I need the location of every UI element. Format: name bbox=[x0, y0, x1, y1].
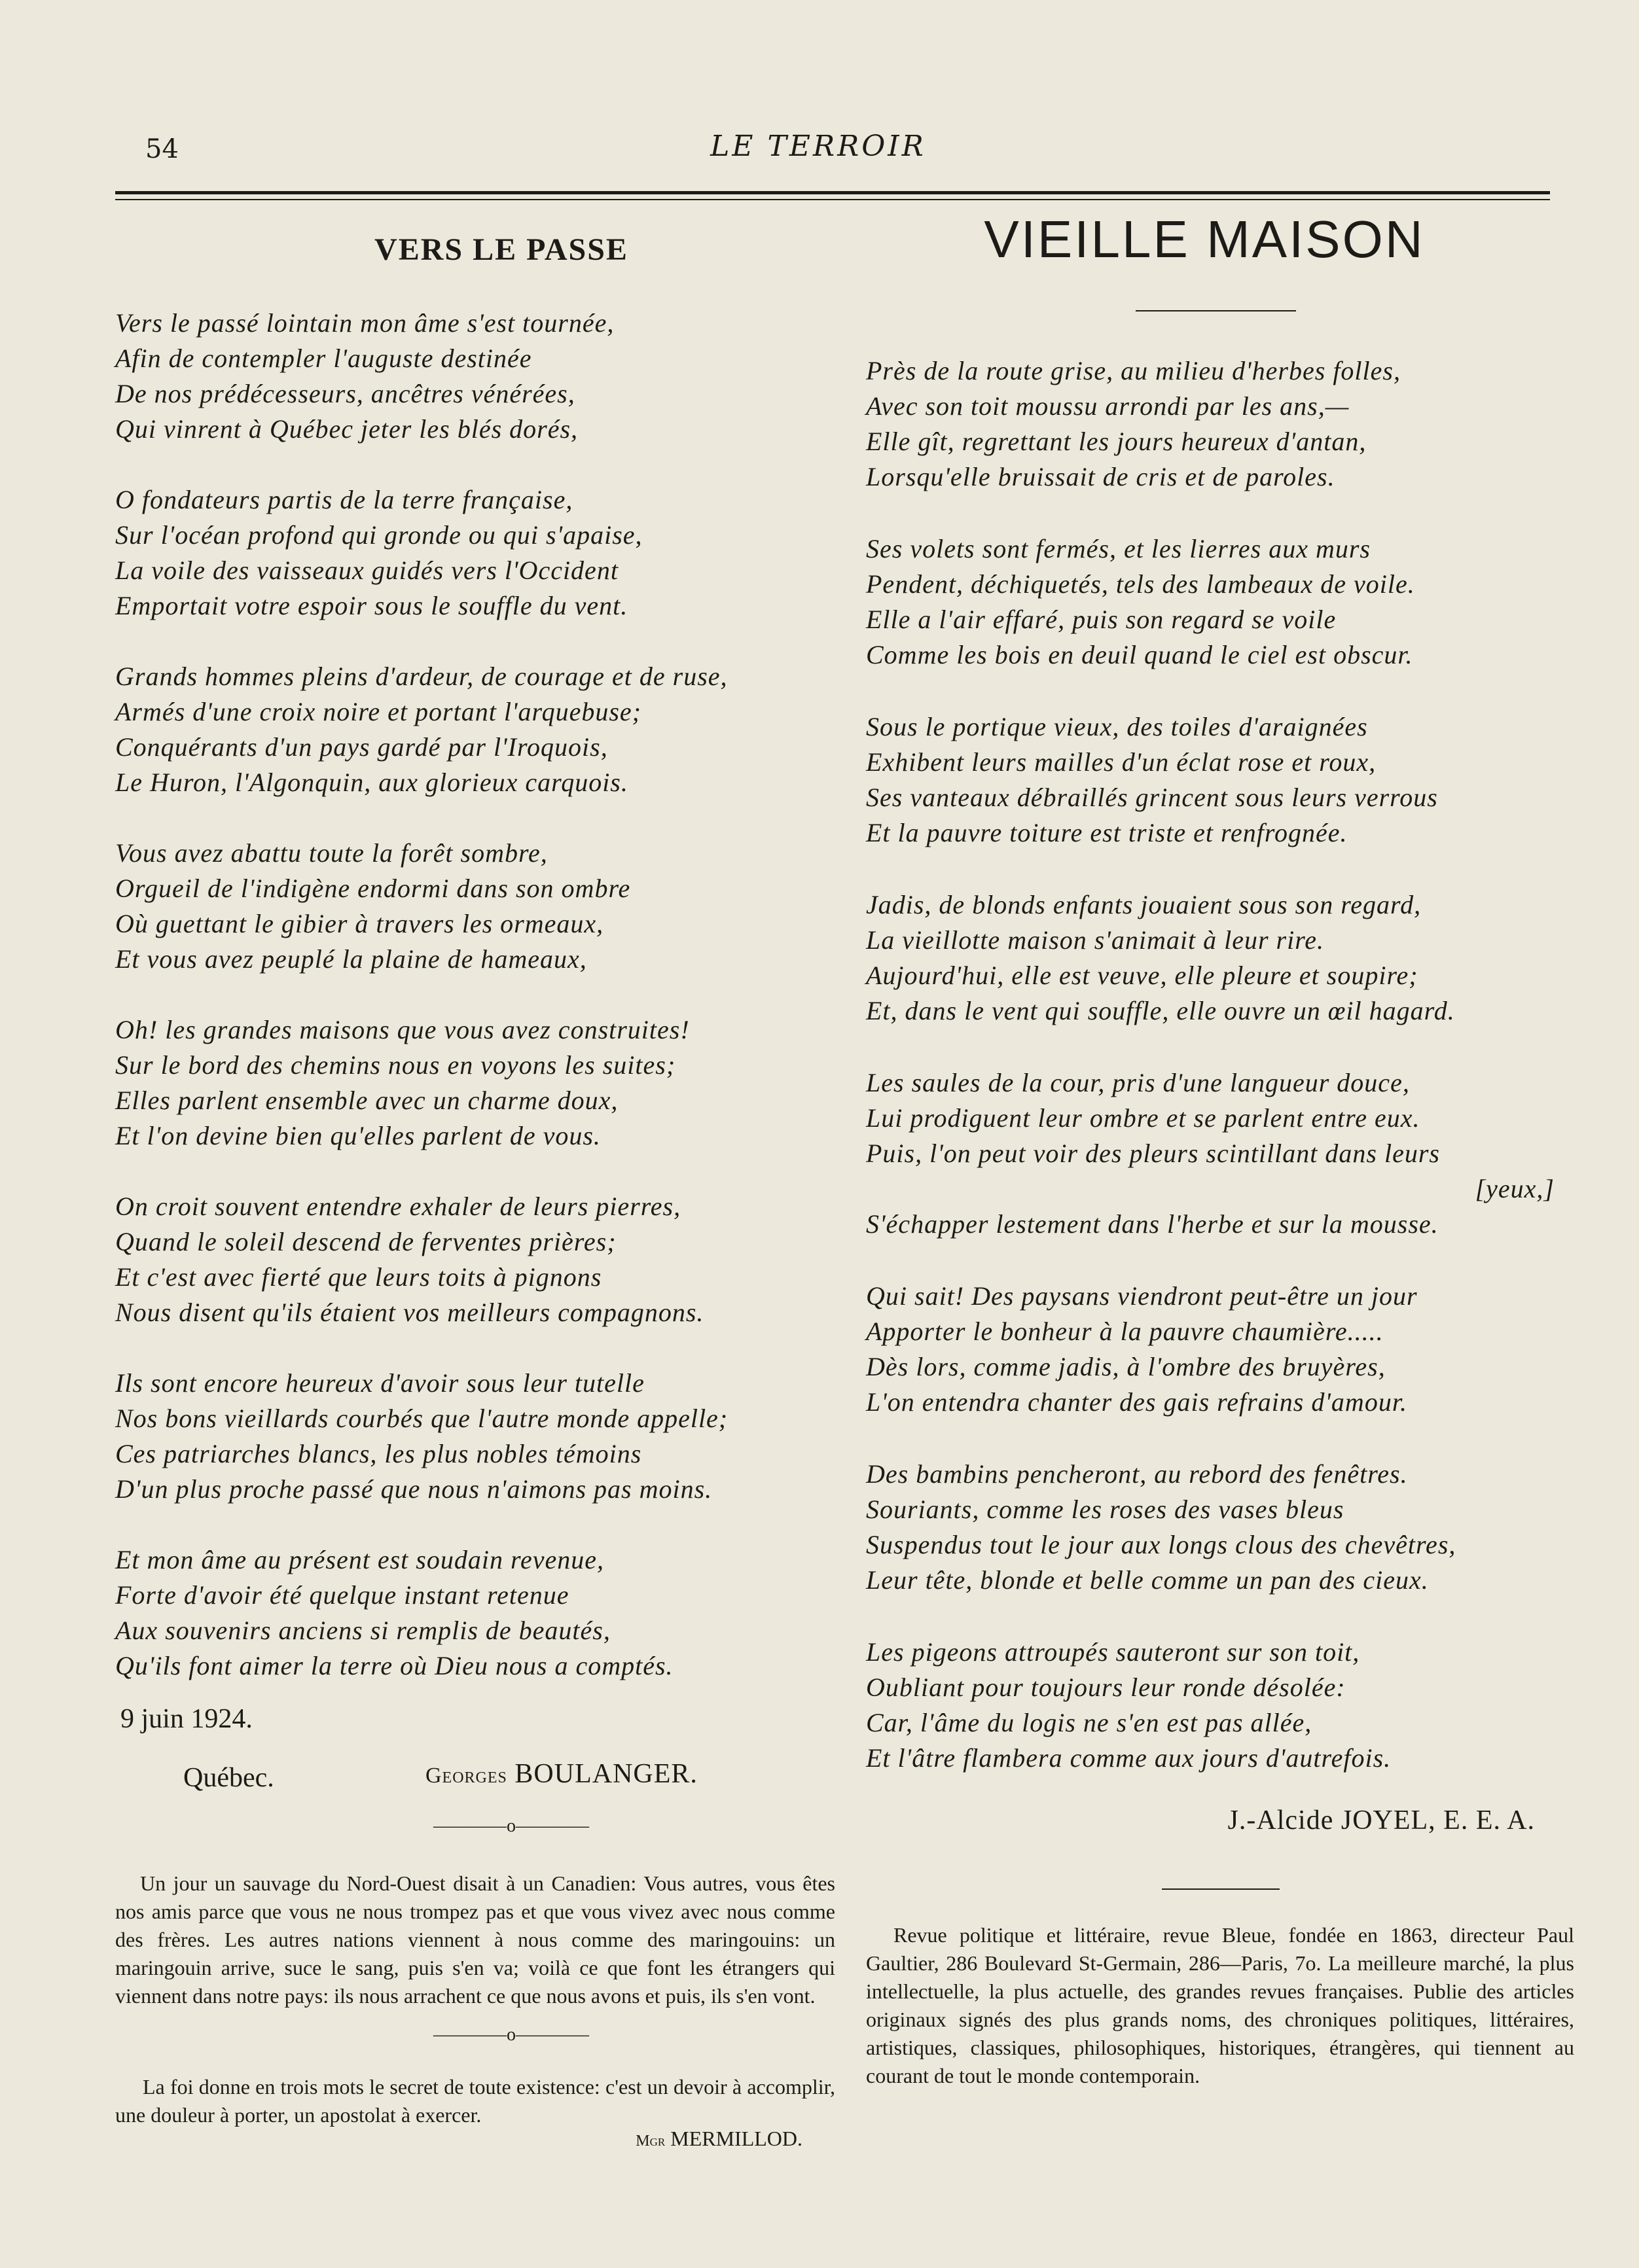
advertisement-paragraph: Revue politique et littéraire, revue Bleue, fondée en 1863, directeur Paul Gaultier, 286 Boulevard St-Germain, 286—Paris, 7o. La meilleure marché, la plus intellectuelle, la plus actuelle, des grandes revues françaises. Publie des articles originaux signés des plus grands noms, des chroniques politiques, littéraires, artistiques, classiques, philosophiques, historiques, étrangères, qui tiennent au courant de tout le monde contemporain. bbox=[866, 1923, 1574, 2087]
stanza bbox=[866, 1635, 1574, 1776]
verse-line: Ces patriarches blancs, les plus nobles témoins bbox=[115, 1439, 642, 1468]
verse-line: Avec son toit moussu arrondi par les ans,— bbox=[866, 391, 1350, 421]
right-column bbox=[854, 209, 1574, 2090]
verse-line: Sur le bord des chemins nous en voyons les suites; bbox=[115, 1050, 676, 1080]
stanza bbox=[115, 1542, 835, 1684]
verse-line: Comme les bois en deuil quand le ciel est obscur. bbox=[866, 640, 1413, 669]
stanza bbox=[115, 1366, 835, 1507]
verse-line: Dès lors, comme jadis, à l'ombre des bruyères, bbox=[866, 1352, 1386, 1381]
verse-line: Forte d'avoir été quelque instant retenue bbox=[115, 1580, 569, 1610]
quote-attribution bbox=[115, 2127, 835, 2151]
title-rule bbox=[1136, 310, 1296, 311]
verse-line: La vieillotte maison s'animait à leur rire. bbox=[866, 925, 1325, 955]
verse-line: Emportait votre espoir sous le souffle du vent. bbox=[115, 591, 628, 620]
poem-title: VERS LE PASSE bbox=[374, 232, 628, 267]
stanza bbox=[115, 836, 835, 977]
stanza bbox=[115, 482, 835, 624]
verse-line: Elle gît, regrettant les jours heureux d'antan, bbox=[866, 427, 1367, 456]
poem-signature bbox=[115, 1759, 835, 1801]
stanza bbox=[866, 1457, 1574, 1598]
verse-line: Aujourd'hui, elle est veuve, elle pleure et soupire; bbox=[866, 961, 1418, 990]
poem-signature: J.-Alcide JOYEL, E. E. A. bbox=[1227, 1805, 1535, 1835]
attribution-name: MERMILLOD. bbox=[670, 2127, 802, 2150]
verse-line: Suspendus tout le jour aux longs clous des chevêtres, bbox=[866, 1530, 1456, 1559]
stanza bbox=[866, 1279, 1574, 1420]
verse-line: Et l'on devine bien qu'elles parlent de vous. bbox=[115, 1121, 601, 1150]
quote-paragraph: La foi donne en trois mots le secret de toute existence: c'est un devoir à accomplir, une douleur à porter, un apostolat à exercer. bbox=[115, 2075, 835, 2127]
verse-line: D'un plus proche passé que nous n'aimons pas moins. bbox=[115, 1474, 713, 1504]
verse-line: Et l'âtre flambera comme aux jours d'autrefois. bbox=[866, 1743, 1392, 1773]
stanza bbox=[115, 1012, 835, 1154]
verse-line: Qui vinrent à Québec jeter les blés dorés, bbox=[115, 414, 579, 444]
verse-line: Conquérants d'un pays gardé par l'Iroquois, bbox=[115, 732, 608, 762]
verse-line: Car, l'âme du logis ne s'en est pas allée, bbox=[866, 1708, 1312, 1737]
stanza bbox=[115, 1189, 835, 1330]
verse-line: Elles parlent ensemble avec un charme doux, bbox=[115, 1086, 619, 1115]
verse-line: Et mon âme au présent est soudain revenue, bbox=[115, 1545, 605, 1574]
verse-line: Le Huron, l'Algonquin, aux glorieux carquois. bbox=[115, 768, 628, 797]
verse-line: Oubliant pour toujours leur ronde désolée: bbox=[866, 1673, 1346, 1702]
verse-line: Nos bons vieillards courbés que l'autre monde appelle; bbox=[115, 1404, 729, 1433]
stanza bbox=[115, 659, 835, 800]
verse-line: Puis, l'on peut voir des pleurs scintillant dans leurs bbox=[866, 1139, 1440, 1168]
stanza bbox=[115, 306, 835, 447]
verse-line: Vers le passé lointain mon âme s'est tournée, bbox=[115, 308, 615, 338]
stanza bbox=[866, 1065, 1574, 1242]
running-title: LE TERROIR bbox=[710, 130, 926, 163]
verse-line: O fondateurs partis de la terre française, bbox=[115, 485, 573, 514]
verse-line: De nos prédécesseurs, ancêtres vénérées, bbox=[115, 379, 575, 408]
verse-line: Et la pauvre toiture est triste et renfrognée. bbox=[866, 818, 1348, 847]
verse-line: Les pigeons attroupés sauteront sur son toit, bbox=[866, 1637, 1360, 1667]
stanza bbox=[866, 531, 1574, 673]
verse-line: On croit souvent entendre exhaler de leurs pierres, bbox=[115, 1192, 681, 1221]
verse-line: Lui prodiguent leur ombre et se parlent entre eux. bbox=[866, 1103, 1420, 1133]
verse-line-turnover: [yeux,] bbox=[1475, 1174, 1555, 1203]
section-divider: ————o———— bbox=[433, 1816, 589, 1836]
verse-line: Sous le portique vieux, des toiles d'araignées bbox=[866, 712, 1368, 741]
verse-line: Armés d'une croix noire et portant l'arquebuse; bbox=[115, 697, 641, 726]
verse-line: Afin de contempler l'auguste destinée bbox=[115, 344, 532, 373]
verse-line: Grands hommes pleins d'ardeur, de courage et de ruse, bbox=[115, 662, 728, 691]
poem-title: VIEILLE MAISON bbox=[984, 210, 1425, 268]
verse-line: Pendent, déchiquetés, tels des lambeaux de voile. bbox=[866, 569, 1415, 599]
advertisement-rule bbox=[1162, 1888, 1280, 1890]
left-column bbox=[115, 209, 835, 2151]
author-first-name: Georges bbox=[425, 1763, 507, 1788]
verse-line: La voile des vaisseaux guidés vers l'Occident bbox=[115, 556, 619, 585]
verse-line: Lorsqu'elle bruissait de cris et de paroles. bbox=[866, 462, 1335, 491]
verse-line: Exhibent leurs mailles d'un éclat rose et roux, bbox=[866, 747, 1377, 777]
poem-date: 9 juin 1924. bbox=[120, 1704, 253, 1734]
verse-line: Vous avez abattu toute la forêt sombre, bbox=[115, 838, 548, 868]
verse-line: Et vous avez peuplé la plaine de hameaux, bbox=[115, 944, 587, 974]
verse-line: Qu'ils font aimer la terre où Dieu nous a comptés. bbox=[115, 1651, 674, 1680]
poem-body bbox=[854, 353, 1574, 1776]
verse-line: Jadis, de blonds enfants jouaient sous son regard, bbox=[866, 890, 1422, 919]
section-divider: ————o———— bbox=[433, 2025, 589, 2045]
verse-line: Souriants, comme les roses des vases bleus bbox=[866, 1495, 1344, 1524]
verse-line: Orgueil de l'indigène endormi dans son ombre bbox=[115, 874, 631, 903]
verse-line: Sur l'océan profond qui gronde ou qui s'apaise, bbox=[115, 520, 643, 550]
author-last-name: BOULANGER. bbox=[514, 1759, 698, 1789]
verse-line: Et c'est avec fierté que leurs toits à pignons bbox=[115, 1262, 602, 1292]
verse-line: Ses volets sont fermés, et les lierres aux murs bbox=[866, 534, 1371, 563]
stanza bbox=[866, 709, 1574, 851]
verse-line: L'on entendra chanter des gais refrains d'amour. bbox=[866, 1387, 1407, 1417]
page-number: 54 bbox=[145, 134, 179, 164]
verse-line: Ils sont encore heureux d'avoir sous leur tutelle bbox=[115, 1368, 645, 1398]
header-rule bbox=[115, 191, 1550, 200]
verse-line: Et, dans le vent qui souffle, elle ouvre un œil hagard. bbox=[866, 996, 1455, 1025]
signature-author bbox=[425, 1758, 698, 1790]
verse-line: Près de la route grise, au milieu d'herbes folles, bbox=[866, 356, 1401, 385]
verse-line: Apporter le bonheur à la pauvre chaumière..... bbox=[866, 1317, 1384, 1346]
signature-place: Québec. bbox=[183, 1763, 274, 1793]
verse-line: Où guettant le gibier à travers les ormeaux, bbox=[115, 909, 604, 938]
verse-line: Oh! les grandes maisons que vous avez construites! bbox=[115, 1015, 690, 1044]
verse-line: S'échapper lestement dans l'herbe et sur la mousse. bbox=[866, 1209, 1439, 1239]
verse-line: Nous disent qu'ils étaient vos meilleurs compagnons. bbox=[115, 1298, 704, 1327]
verse-line: Les saules de la cour, pris d'une langueur douce, bbox=[866, 1068, 1410, 1097]
verse-line: Quand le soleil descend de ferventes prières; bbox=[115, 1227, 617, 1256]
poem-body bbox=[115, 306, 835, 1684]
verse-line: Aux souvenirs anciens si remplis de beautés, bbox=[115, 1616, 611, 1645]
stanza bbox=[866, 353, 1574, 495]
verse-line: Ses vanteaux débraillés grincent sous leurs verrous bbox=[866, 783, 1438, 812]
verse-line: Qui sait! Des paysans viendront peut-être un jour bbox=[866, 1281, 1418, 1311]
verse-line: Elle a l'air effaré, puis son regard se voile bbox=[866, 605, 1337, 634]
attribution-title: Mgr bbox=[636, 2133, 666, 2150]
verse-line: Des bambins pencheront, au rebord des fenêtres. bbox=[866, 1459, 1408, 1489]
anecdote-paragraph: Un jour un sauvage du Nord-Ouest disait à un Canadien: Vous autres, vous êtes nos amis parce que vous ne nous trompez pas et que vous vivez avec nous comme des frères. Les autres nations viennent à nous comme des maringouins: un maringouin arrive, suce le sang, puis s'en va; voilà ce que font les étrangers qui viennent dans notre pays: ils nous arrachent ce que nous avons et puis, ils s'en vont. bbox=[115, 1871, 835, 2008]
stanza bbox=[866, 887, 1574, 1029]
verse-line: Leur tête, blonde et belle comme un pan des cieux. bbox=[866, 1565, 1429, 1595]
